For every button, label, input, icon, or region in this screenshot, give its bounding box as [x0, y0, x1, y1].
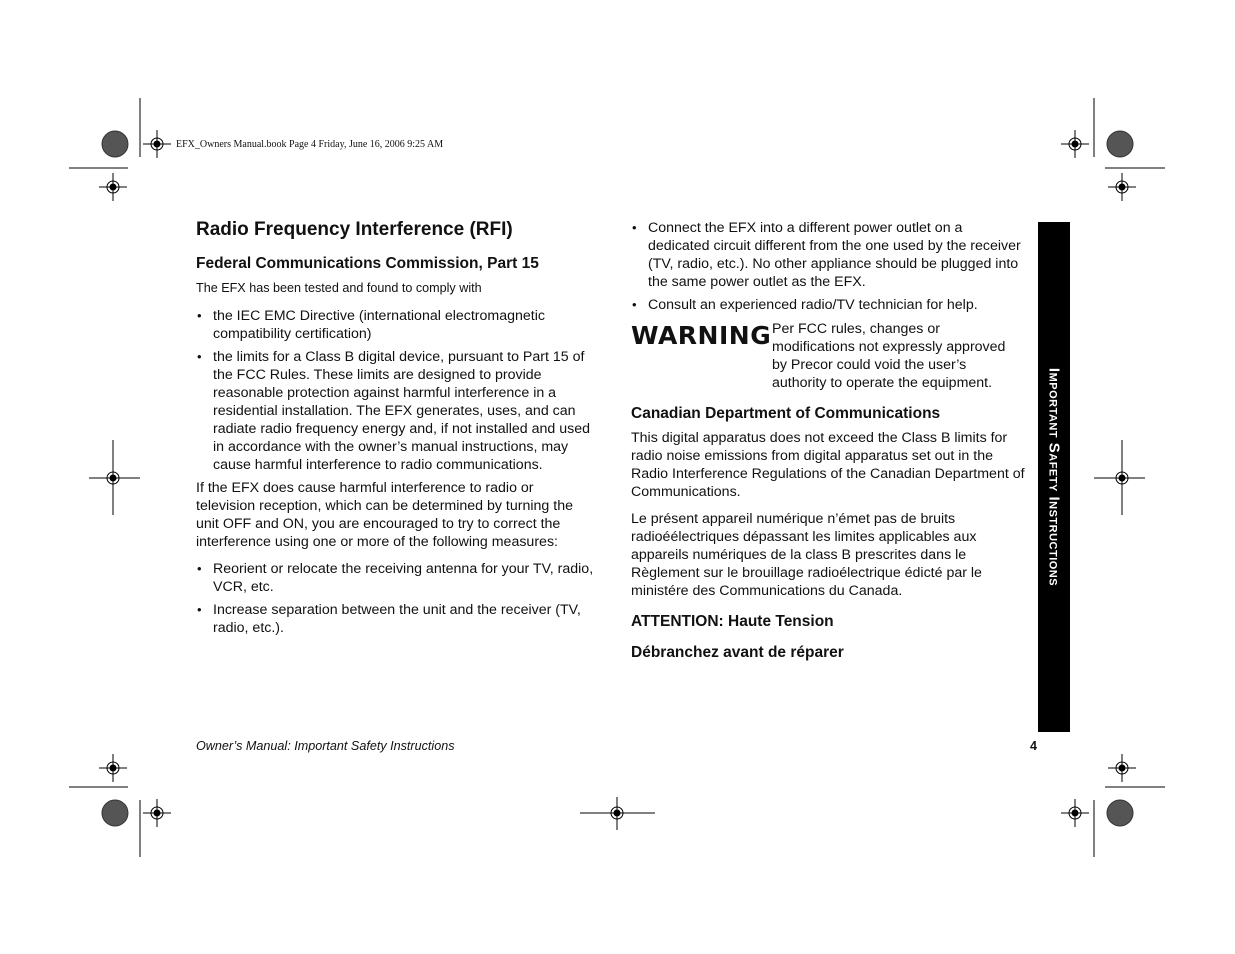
section-title: Radio Frequency Interference (RFI)	[196, 219, 513, 240]
print-slug: EFX_Owners Manual.book Page 4 Friday, June 16, 2006 9:25 AM	[176, 139, 444, 150]
warning-block	[631, 320, 1026, 392]
color-target-mark	[102, 131, 128, 157]
canada-heading: Canadian Department of Communications	[631, 405, 941, 422]
list-item: • the IEC EMC Directive (international electromagnetic compatibility certification)	[196, 307, 596, 343]
chapter-tab-label: Important Safety Instructions	[1045, 367, 1063, 587]
chapter-tab	[1038, 222, 1070, 732]
right-column	[631, 219, 1026, 662]
more-measures-list	[631, 219, 1026, 314]
debranchez-heading: Débranchez avant de réparer	[631, 644, 844, 661]
left-column	[196, 219, 596, 642]
list-item: • Consult an experienced radio/TV technician for help.	[631, 296, 1026, 314]
compliance-list	[196, 307, 596, 474]
list-item: • Increase separation between the unit and the receiver (TV, radio, etc.).	[196, 601, 596, 637]
list-item: • Reorient or relocate the receiving antenna for your TV, radio, VCR, etc.	[196, 560, 596, 596]
footer-title: Owner’s Manual: Important Safety Instructions	[196, 739, 455, 753]
intro-text: The EFX has been tested and found to comply with	[196, 281, 482, 295]
list-item: • Connect the EFX into a different power outlet on a dedicated circuit different from the one used by the receiver (TV, radio, etc.). No other appliance should be plugged into the same power outlet as the EFX.	[631, 219, 1026, 291]
interference-paragraph: If the EFX does cause harmful interference to radio or television reception, which can be determined by turning the unit OFF and ON, you are encouraged to try to correct the interference using one or more of the following measures:	[196, 480, 573, 550]
color-target-mark	[1107, 800, 1133, 826]
fcc-heading: Federal Communications Commission, Part 15	[196, 255, 539, 272]
canada-english: This digital apparatus does not exceed the Class B limits for radio noise emissions from digital apparatus set out in the Radio Interference Regulations of the Canadian Department of Communications.	[631, 430, 1025, 500]
page-number: 4	[1030, 739, 1038, 753]
attention-heading: ATTENTION: Haute Tension	[631, 613, 834, 630]
warning-text: Per FCC rules, changes or modifications not expressly approved by Precor could void the user’s authority to operate the equipment.	[772, 321, 1006, 391]
measures-list	[196, 560, 596, 637]
color-target-mark	[102, 800, 128, 826]
canada-french: Le présent appareil numérique n’émet pas de bruits radioéélectriques dépassant les limites applicables aux appareils numériques de la class B prescrites dans le Règlement sur le brouillage radioélectrique édicté par le ministére des Communications du Canada.	[631, 511, 982, 599]
warning-label: WARNING	[631, 321, 772, 350]
list-item: • the limits for a Class B digital device, pursuant to Part 15 of the FCC Rules. These limits are designed to provide reasonable protection against harmful interference in a residential installation. The EFX generates, uses, and can radiate radio frequency energy and, if not installed and used in accordance with the owner’s manual instructions, may cause harmful interference to radio communications.	[196, 348, 596, 474]
color-target-mark	[1107, 131, 1133, 157]
